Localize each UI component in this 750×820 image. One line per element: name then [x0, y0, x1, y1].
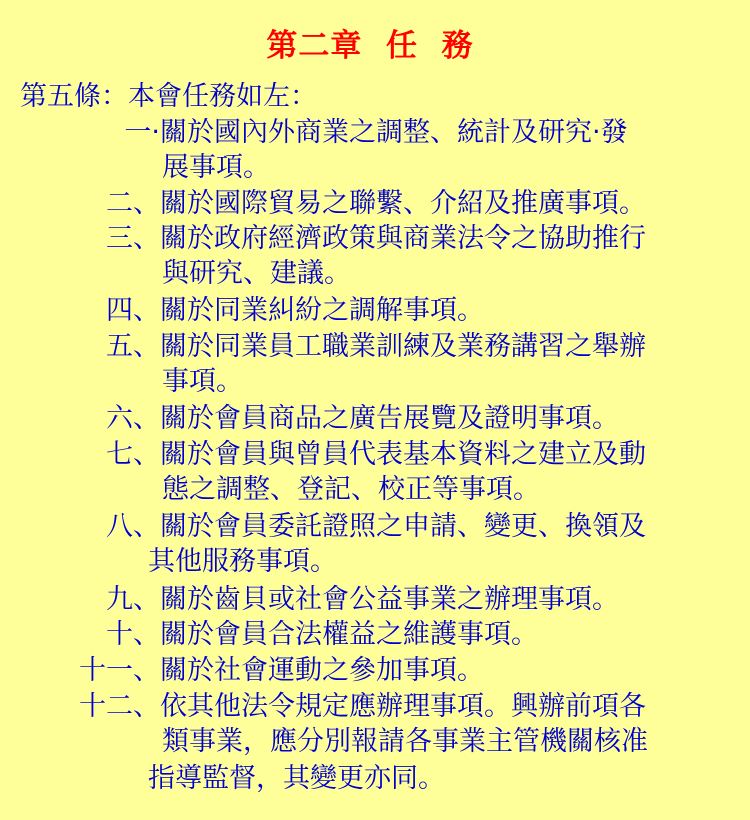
item-text: 關於國際貿易之聯繫、介紹及推廣事項。: [160, 188, 646, 219]
item-number: 七、: [106, 439, 160, 470]
item-text: 關於同業糾紛之調解事項。: [160, 295, 484, 326]
item-text: 關於齒貝或社會公益事業之辦理事項。: [160, 584, 619, 615]
item-text: 關於國內外商業之調整、統計及研究‧發: [160, 117, 628, 148]
item-text: 關於會員委託證照之申請、變更、換領及: [160, 511, 646, 542]
item-text-continued: 展事項。: [162, 152, 270, 183]
item-text: 關於同業員工職業訓練及業務講習之舉辦: [160, 331, 646, 362]
item-text: 關於政府經濟政策與商業法令之協助推行: [160, 223, 646, 254]
item-number: 四、: [106, 295, 160, 326]
item-number: 十二、: [79, 691, 160, 722]
item-number: 一‧: [124, 117, 160, 148]
item-text: 關於會員與曾員代表基本資料之建立及動: [160, 439, 646, 470]
item-number: 六、: [106, 403, 160, 434]
item-text: 關於會員合法權益之維護事項。: [160, 619, 538, 650]
item-text-continued: 事項。: [162, 366, 243, 397]
item-text: 依其他法令規定應辦理事項。興辦前項各: [160, 691, 646, 722]
item-number: 八、: [106, 511, 160, 542]
item-number: 二、: [106, 188, 160, 219]
item-text: 關於社會運動之參加事項。: [160, 655, 484, 686]
item-text-continued: 態之調整、登記、校正等事項。: [162, 474, 540, 505]
item-number: 十、: [106, 619, 160, 650]
item-number: 五、: [106, 331, 160, 362]
item-text-continued: 其他服務事項。: [148, 546, 337, 577]
item-number: 十一、: [79, 655, 160, 686]
article-heading: 第五條：本會任務如左：: [20, 81, 317, 112]
item-text-continued: 與研究、建議。: [162, 258, 351, 289]
item-text-continued: 類事業，應分別報請各事業主管機關核准: [162, 726, 648, 757]
chapter-title: 第二章 任 務: [266, 28, 474, 64]
item-text-continued: 指導監督，其變更亦同。: [148, 763, 445, 794]
item-text: 關於會員商品之廣告展覽及證明事項。: [160, 403, 619, 434]
item-number: 九、: [106, 584, 160, 615]
item-number: 三、: [106, 223, 160, 254]
